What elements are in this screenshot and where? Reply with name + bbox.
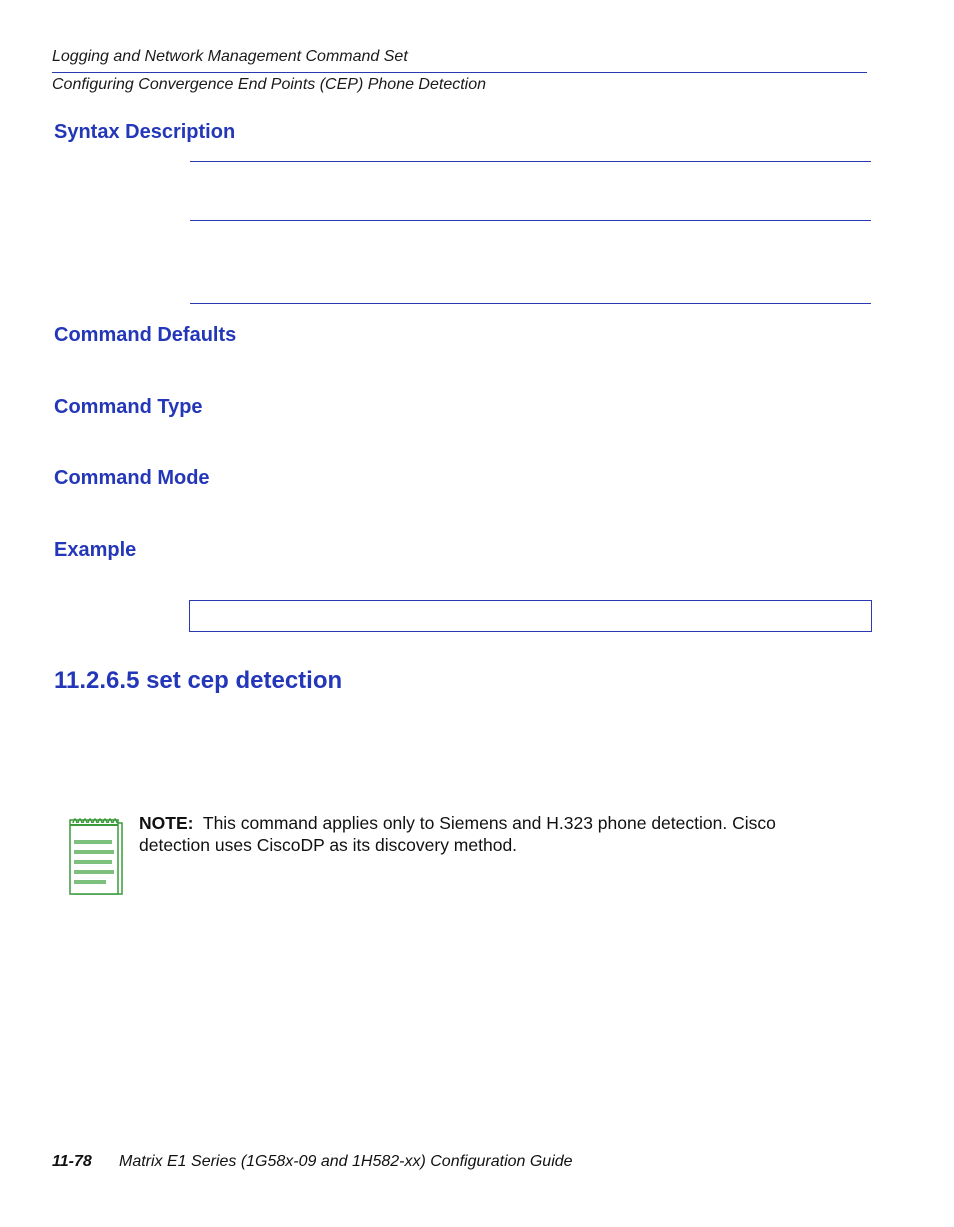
notepad-icon [68, 814, 126, 898]
note-label: NOTE: [139, 813, 194, 833]
running-header-chapter: Logging and Network Management Command Set [52, 48, 408, 65]
syntax-description-heading: Syntax Description [54, 121, 236, 143]
page-number: 11-78 [52, 1153, 92, 1170]
example-code-box [189, 600, 872, 632]
running-header-section: Configuring Convergence End Points (CEP) Phone Detection [52, 76, 487, 93]
syntax-table-rule-bottom [190, 303, 871, 304]
header-rule [52, 72, 867, 73]
note-body: This command applies only to Siemens and H.323 phone detection. Cisco detection uses CiscoDP as its discovery method. [139, 813, 776, 855]
syntax-table-rule-top [190, 161, 871, 162]
syntax-table-rule-middle [190, 220, 871, 221]
command-defaults-heading: Command Defaults [54, 324, 237, 346]
example-heading: Example [54, 539, 137, 561]
guide-title: Matrix E1 Series (1G58x-09 and 1H582-xx) Configuration Guide [119, 1153, 573, 1170]
note-paragraph [139, 812, 849, 856]
command-mode-heading: Command Mode [54, 467, 210, 489]
command-type-heading: Command Type [54, 396, 203, 418]
command-title: 11.2.6.5 set cep detection [54, 667, 343, 694]
